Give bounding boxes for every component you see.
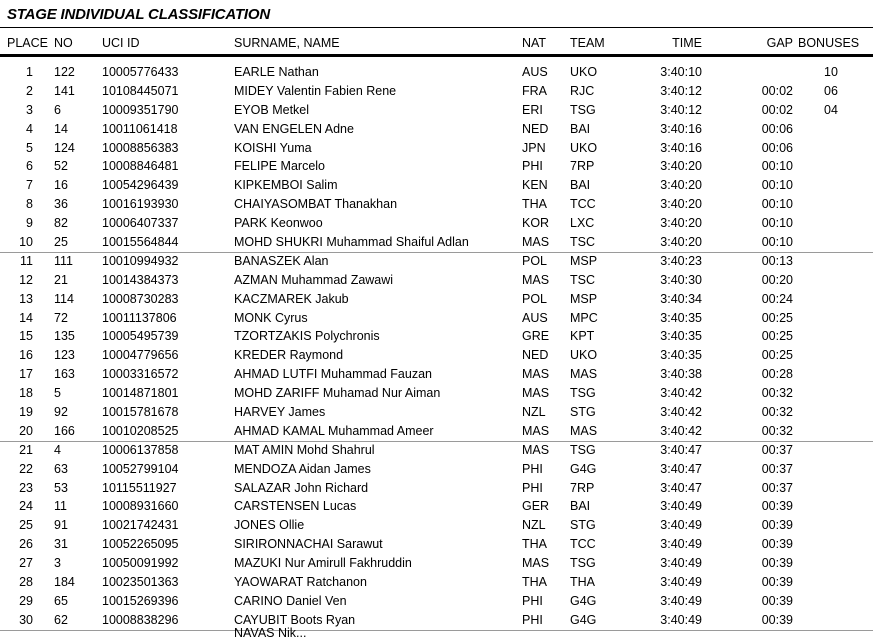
cell-place: 25 [19,518,33,533]
table-row [0,516,873,535]
cell-uci-id: 10008931660 [102,499,179,514]
cell-uci-id: 10010208525 [102,423,179,438]
cell-team: MSP [570,253,598,268]
cell-gap: 00:20 [761,272,793,287]
cell-gap: 00:10 [761,178,793,193]
cell-place: 13 [19,291,33,306]
cell-place: 26 [19,537,33,552]
cell-time: 3:40:20 [660,159,702,174]
cell-time: 3:40:35 [660,310,702,325]
cell-no: 166 [54,423,75,438]
cell-no: 14 [54,121,68,136]
header-rule [0,54,873,57]
cell-gap: 00:25 [761,310,793,325]
cell-gap: 00:25 [761,348,793,363]
cell-gap: 00:06 [761,140,793,155]
cell-name: AHMAD KAMAL Muhammad Ameer [234,423,434,438]
cell-place: 19 [19,405,33,420]
cell-nat: GER [522,499,550,514]
cell-name: KREDER Raymond [234,348,344,363]
cell-uci-id: 10005495739 [102,329,179,344]
cell-nat: THA [522,575,547,590]
cell-gap: 00:02 [761,102,793,117]
cell-uci-id: 10011061418 [102,121,178,136]
table-row [0,120,873,139]
cell-team: TSC [570,235,595,250]
cell-gap: 00:37 [761,442,793,457]
cell-team: 7RP [570,159,595,174]
cell-time: 3:40:49 [660,518,702,533]
col-header-nat: NAT [522,36,547,50]
cell-place: 15 [19,329,33,344]
cell-gap: 00:39 [761,499,793,514]
cell-no: 114 [54,291,74,306]
cell-place: 8 [26,197,33,212]
cell-name: KIPKEMBOI Salim [234,178,338,193]
cell-team: STG [570,518,596,533]
cell-gap: 00:39 [761,612,793,627]
cell-name: EYOB Metkel [234,102,310,117]
table-row [0,554,873,573]
cell-team: LXC [570,216,595,231]
table-row [0,365,873,384]
cell-place: 29 [19,593,33,608]
cell-uci-id: 10011137806 [102,310,177,325]
cell-bonus: 04 [824,102,838,117]
cell-no: 123 [54,348,75,363]
cell-name: SIRIRONNACHAI Sarawut [234,537,383,552]
table-row [0,271,873,290]
cell-gap: 00:10 [761,235,793,250]
cell-time: 3:40:16 [660,140,702,155]
title-rule [0,27,873,28]
cell-time: 3:40:35 [660,329,702,344]
cell-uci-id: 10014384373 [102,272,179,287]
cell-time: 3:40:20 [660,235,702,250]
cell-no: 92 [54,405,68,420]
cell-name: SALAZAR John Richard [234,480,369,495]
cell-name: KACZMAREK Jakub [234,291,349,306]
cell-nat: FRA [522,83,547,98]
cell-time: 3:40:38 [660,367,702,382]
cell-nat: PHI [522,461,543,476]
cell-team: G4G [570,612,597,627]
cell-uci-id: 10021742431 [102,518,179,533]
cell-no: 21 [54,272,68,287]
cell-name: FELIPE Marcelo [234,159,326,174]
cell-gap: 00:39 [761,575,793,590]
cell-team: TCC [570,537,596,552]
cell-name: JONES Ollie [234,518,305,533]
cell-time: 3:40:20 [660,197,702,212]
cell-no: 5 [54,386,61,401]
cell-place: 4 [26,121,33,136]
cell-name: TZORTZAKIS Polychronis [234,329,380,344]
cell-time: 3:40:49 [660,537,702,552]
cell-team: BAI [570,121,591,136]
table-row [0,573,873,592]
cell-nat: MAS [522,235,550,250]
table-row [0,422,873,441]
cell-name: MAZUKI Nur Amirull Fakhruddin [234,556,412,571]
cell-time: 3:40:49 [660,593,702,608]
cell-team: KPT [570,329,595,344]
col-header-team: TEAM [570,36,605,50]
cell-uci-id: 10006407337 [102,216,179,231]
cell-no: 122 [54,65,75,79]
table-row [0,195,873,214]
cell-uci-id: 10003316572 [102,367,179,382]
cell-name: BANASZEK Alan [234,253,329,268]
cell-place: 1 [26,65,33,79]
cell-nat: MAS [522,556,550,571]
cell-time: 3:40:20 [660,178,702,193]
cell-time: 3:40:42 [660,423,702,438]
col-header-uci-id: UCI ID [102,36,140,50]
cell-no: 184 [54,575,75,590]
table-row [0,139,873,158]
cell-gap: 00:37 [761,461,793,476]
cell-time: 3:40:20 [660,216,702,231]
cell-name: AZMAN Muhammad Zawawi [234,272,394,287]
cell-name: MONK Cyrus [234,310,308,325]
cell-no: 16 [54,178,68,193]
cell-nat: KEN [522,178,548,193]
cell-no: 63 [54,461,68,476]
cell-place: 12 [19,272,33,287]
page-title: STAGE INDIVIDUAL CLASSIFICATION [7,6,270,23]
cell-gap: 00:24 [761,291,793,306]
cell-bonus: 10 [824,65,838,79]
cell-gap: 00:10 [761,216,793,231]
col-header-time: TIME [672,36,702,50]
partial-next-row: NAVAS Nik... [234,626,307,640]
cell-place: 21 [19,442,33,457]
cell-nat: NZL [522,518,546,533]
cell-nat: NZL [522,405,546,420]
cell-uci-id: 10108445071 [102,83,179,98]
cell-uci-id: 10009351790 [102,102,179,117]
cell-time: 3:40:12 [660,83,702,98]
col-header-name: SURNAME, NAME [234,36,340,50]
col-header-place: PLACE [7,36,48,50]
table-row [0,592,873,611]
table-row [0,346,873,365]
cell-nat: POL [522,291,548,306]
table-row [0,233,873,252]
cell-time: 3:40:35 [660,348,702,363]
cell-nat: NED [522,121,549,136]
cell-name: VAN ENGELEN Adne [234,121,354,136]
table-row [0,497,873,516]
cell-team: UKO [570,348,598,363]
cell-uci-id: 10004779656 [102,348,179,363]
table-row [0,441,873,460]
cell-name: MAT AMIN Mohd Shahrul [234,442,375,457]
cell-no: 3 [54,556,61,571]
cell-place: 14 [19,310,33,325]
cell-time: 3:40:49 [660,556,702,571]
cell-team: UKO [570,140,598,155]
cell-nat: THA [522,197,547,212]
cell-no: 111 [54,253,74,268]
cell-name: MOHD SHUKRI Muhammad Shaiful Adlan [234,235,469,250]
cell-uci-id: 10008730283 [102,291,179,306]
cell-nat: KOR [522,216,550,231]
cell-place: 17 [19,367,33,382]
cell-nat: THA [522,537,547,552]
cell-team: TSC [570,272,595,287]
cell-uci-id: 10054296439 [102,178,179,193]
cell-name: CHAIYASOMBAT Thanakhan [234,197,398,212]
cell-place: 5 [26,140,33,155]
cell-place: 2 [26,83,33,98]
cell-nat: ERI [522,102,543,117]
cell-name: AHMAD LUTFI Muhammad Fauzan [234,367,432,382]
cell-uci-id: 10008846481 [102,159,179,174]
cell-team: RJC [570,83,595,98]
cell-nat: MAS [522,367,550,382]
cell-no: 135 [54,329,75,344]
cell-time: 3:40:47 [660,461,702,476]
cell-time: 3:40:42 [660,386,702,401]
cell-place: 23 [19,480,33,495]
cell-nat: AUS [522,310,548,325]
cell-uci-id: 10050091992 [102,556,179,571]
cell-nat: MAS [522,272,550,287]
cell-uci-id: 10008838296 [102,612,179,627]
cell-gap: 00:28 [761,367,793,382]
cell-name: HARVEY James [234,405,326,420]
cell-nat: POL [522,253,548,268]
table-row [0,252,873,271]
cell-uci-id: 10015269396 [102,593,179,608]
cell-time: 3:40:42 [660,405,702,420]
cell-no: 91 [54,518,68,533]
cell-name: CARSTENSEN Lucas [234,499,357,514]
cell-team: G4G [570,461,597,476]
cell-gap: 00:39 [761,556,793,571]
cell-uci-id: 10015564844 [102,235,179,250]
cell-no: 36 [54,197,68,212]
cell-no: 25 [54,235,68,250]
cell-name: MENDOZA Aidan James [234,461,371,476]
cell-gap: 00:39 [761,537,793,552]
table-row [0,214,873,233]
cell-no: 11 [54,499,67,514]
cell-gap: 00:37 [761,480,793,495]
cell-time: 3:40:47 [660,480,702,495]
cell-nat: AUS [522,65,548,79]
cell-gap: 00:25 [761,329,793,344]
cell-name: EARLE Nathan [234,65,319,79]
cell-team: MPC [570,310,598,325]
table-row [0,290,873,309]
table-row [0,611,873,630]
cell-no: 53 [54,480,68,495]
table-row [0,327,873,346]
cell-no: 52 [54,159,68,174]
cell-team: THA [570,575,595,590]
cell-name: KOISHI Yuma [234,140,312,155]
cell-name: PARK Keonwoo [234,216,323,231]
table-row [0,176,873,195]
cell-nat: PHI [522,159,543,174]
cell-place: 28 [19,575,33,590]
cell-uci-id: 10115511927 [102,480,177,495]
cell-gap: 00:32 [761,405,793,420]
cell-uci-id: 10006137858 [102,442,179,457]
table-row [0,535,873,554]
cell-team: UKO [570,65,598,79]
cell-nat: GRE [522,329,550,344]
cell-gap: 00:13 [761,253,793,268]
cell-uci-id: 10014871801 [102,386,179,401]
cell-nat: PHI [522,480,543,495]
col-header-no: NO [54,36,73,50]
col-header-gap: GAP [766,36,793,50]
cell-gap: 00:32 [761,386,793,401]
cell-team: TSG [570,442,596,457]
cell-gap: 00:10 [761,197,793,212]
cell-gap: 00:06 [761,121,793,136]
cell-nat: MAS [522,442,550,457]
cell-no: 62 [54,612,68,627]
cell-place: 3 [26,102,33,117]
cell-time: 3:40:34 [660,291,702,306]
cell-team: MAS [570,423,598,438]
cell-time: 3:40:12 [660,102,702,117]
cell-time: 3:40:10 [660,65,702,79]
cell-nat: PHI [522,593,543,608]
cell-time: 3:40:23 [660,253,702,268]
table-row [0,460,873,479]
cell-name: MIDEY Valentin Fabien Rene [234,83,397,98]
cell-place: 16 [19,348,33,363]
table-row [0,63,873,82]
cell-nat: NED [522,348,549,363]
cell-team: MAS [570,367,598,382]
cell-name: YAOWARAT Ratchanon [234,575,367,590]
cell-team: 7RP [570,480,595,495]
table-row [0,309,873,328]
cell-time: 3:40:30 [660,272,702,287]
cell-name: CAYUBIT Boots Ryan [234,612,356,627]
table-row [0,479,873,498]
cell-uci-id: 10052799104 [102,461,179,476]
table-row [0,384,873,403]
cell-team: TSG [570,102,596,117]
cell-team: TSG [570,556,596,571]
col-header-bonuses: BONUSES [798,36,860,50]
table-row [0,101,873,120]
cell-uci-id: 10010994932 [102,253,179,268]
cell-team: TCC [570,197,596,212]
cell-gap: 00:39 [761,593,793,608]
cell-team: MSP [570,291,598,306]
cell-place: 9 [26,216,33,231]
cell-no: 31 [54,537,68,552]
cell-gap: 00:10 [761,159,793,174]
cell-uci-id: 10052265095 [102,537,179,552]
cell-no: 124 [54,140,75,155]
cell-uci-id: 10015781678 [102,405,179,420]
cell-place: 24 [19,499,33,514]
cell-team: STG [570,405,596,420]
cell-place: 27 [19,556,33,571]
cell-place: 7 [26,178,33,193]
cell-no: 6 [54,102,61,117]
cell-place: 20 [19,423,33,438]
cell-gap: 00:39 [761,518,793,533]
cell-uci-id: 10023501363 [102,575,179,590]
cell-nat: PHI [522,612,543,627]
cell-no: 82 [54,216,68,231]
cell-no: 141 [54,83,75,98]
cell-name: MOHD ZARIFF Muhamad Nur Aiman [234,386,441,401]
cell-uci-id: 10008856383 [102,140,179,155]
cell-no: 4 [54,442,61,457]
classification-table [0,63,873,630]
cell-place: 10 [19,235,33,250]
cell-uci-id: 10016193930 [102,197,179,212]
cell-place: 30 [19,612,33,627]
cell-time: 3:40:16 [660,121,702,136]
cell-nat: JPN [522,140,546,155]
table-row [0,157,873,176]
cell-team: BAI [570,499,591,514]
table-row [0,82,873,101]
cell-nat: MAS [522,386,550,401]
cell-uci-id: 10005776433 [102,65,179,79]
cell-no: 163 [54,367,75,382]
cell-time: 3:40:47 [660,442,702,457]
cell-place: 11 [20,253,33,268]
cell-place: 22 [19,461,33,476]
cell-no: 72 [54,310,68,325]
cell-team: BAI [570,178,591,193]
cell-bonus: 06 [824,83,838,98]
cell-name: CARINO Daniel Ven [234,593,347,608]
cell-place: 6 [26,159,33,174]
cell-gap: 00:02 [761,83,793,98]
table-header [0,36,873,54]
cell-time: 3:40:49 [660,575,702,590]
cell-time: 3:40:49 [660,612,702,627]
cell-nat: MAS [522,423,550,438]
cell-gap: 00:32 [761,423,793,438]
cell-team: G4G [570,593,597,608]
table-row [0,403,873,422]
cell-place: 18 [19,386,33,401]
cell-time: 3:40:49 [660,499,702,514]
cell-team: TSG [570,386,596,401]
cell-no: 65 [54,593,68,608]
